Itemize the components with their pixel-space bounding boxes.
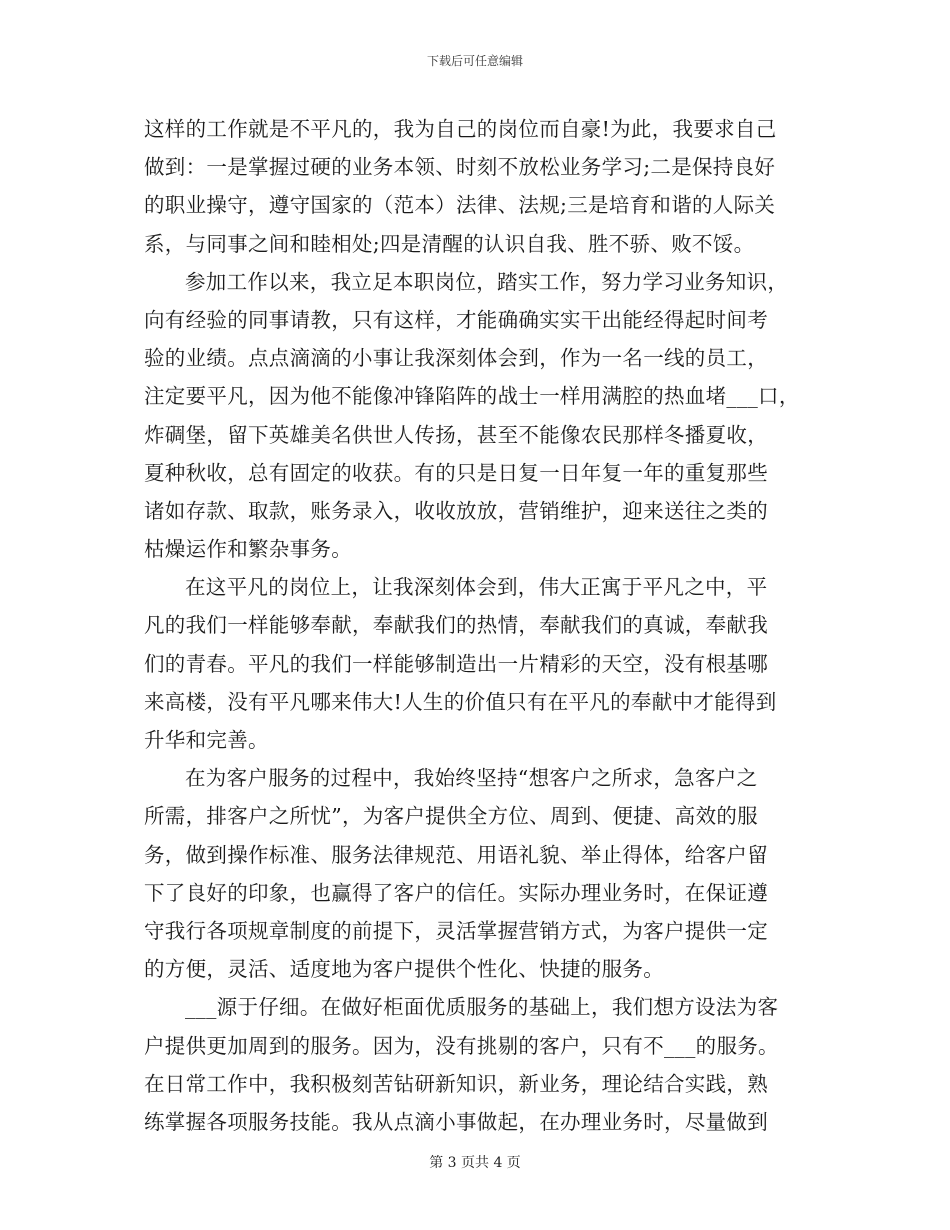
text-line: 验的业绩。点点滴滴的小事让我深刻体会到，作为一名一线的员工， [144, 346, 768, 371]
text-line: 在日常工作中，我积极刻苦钻研新知识，新业务，理论结合实践，熟 [144, 1071, 768, 1096]
text-line: 做到：一是掌握过硬的业务本领、时刻不放松业务学习;二是保持良好 [144, 155, 776, 180]
text-line: 来高楼，没有平凡哪来伟大!人生的价值只有在平凡的奉献中才能得到 [144, 689, 777, 714]
text-line: 的方便，灵活、适度地为客户提供个性化、快捷的服务。 [144, 957, 664, 982]
text-line: 夏种秋收，总有固定的收获。有的只是日复一日年复一年的重复那些 [144, 460, 768, 485]
text-line: 枯燥运作和繁杂事务。 [144, 537, 352, 562]
page-footer: 第 3 页共 4 页 [429, 1155, 521, 1171]
text-line: 们的青春。平凡的我们一样能够制造出一片精彩的天空，没有根基哪 [144, 651, 768, 676]
text-line: 这样的工作就是不平凡的，我为自己的岗位而自豪!为此，我要求自己 [144, 117, 777, 141]
text-line: 守我行各项规章制度的前提下，灵活掌握营销方式，为客户提供一定 [144, 918, 768, 943]
text-line: 注定要平凡，因为他不能像冲锋陷阵的战士一样用满腔的热血堵___口， [144, 384, 800, 409]
text-line: 系，与同事之间和睦相处;四是清醒的认识自我、胜不骄、败不馁。 [144, 231, 755, 256]
document-body [144, 110, 809, 1141]
paragraph-first-line: ___源于仔细。在做好柜面优质服务的基础上，我们想方设法为客 [185, 995, 779, 1020]
text-line: 诸如存款、取款，账务录入，收收放放，营销维护，迎来送往之类的 [144, 498, 768, 523]
text-line: 练掌握各项服务技能。我从点滴小事做起，在办理业务时，尽量做到 [144, 1109, 768, 1134]
text-line: 的职业操守，遵守国家的（范本）法律、法规;三是培育和谐的人际关 [144, 193, 776, 218]
text-line: 升华和完善。 [144, 728, 269, 752]
page-header: 下载后可任意编辑 [426, 54, 523, 68]
text-line: 户提供更加周到的服务。因为，没有挑剔的客户，只有不___的服务。 [144, 1033, 779, 1058]
text-line: 所需，排客户之所忧”，为客户提供全方位、周到、便捷、高效的服 [144, 804, 758, 829]
text-line: 向有经验的同事请教，只有这样，才能确确实实干出能经得起时间考 [144, 307, 768, 332]
paragraph-first-line: 参加工作以来，我立足本职岗位，踏实工作，努力学习业务知识， [185, 269, 789, 294]
paragraph-first-line: 在这平凡的岗位上，让我深刻体会到，伟大正寓于平凡之中，平 [185, 575, 768, 600]
text-line: 炸碉堡，留下英雄美名供世人传扬，甚至不能像农民那样冬播夏收， [144, 422, 768, 447]
text-line: 务，做到操作标准、服务法律规范、用语礼貌、举止得体，给客户留 [144, 842, 768, 867]
text-line: 凡的我们一样能够奉献，奉献我们的热情，奉献我们的真诚，奉献我 [144, 613, 768, 638]
paragraph-first-line: 在为客户服务的过程中，我始终坚持“想客户之所求，急客户之 [185, 766, 758, 791]
text-line: 下了良好的印象，也赢得了客户的信任。实际办理业务时，在保证遵 [144, 880, 768, 905]
